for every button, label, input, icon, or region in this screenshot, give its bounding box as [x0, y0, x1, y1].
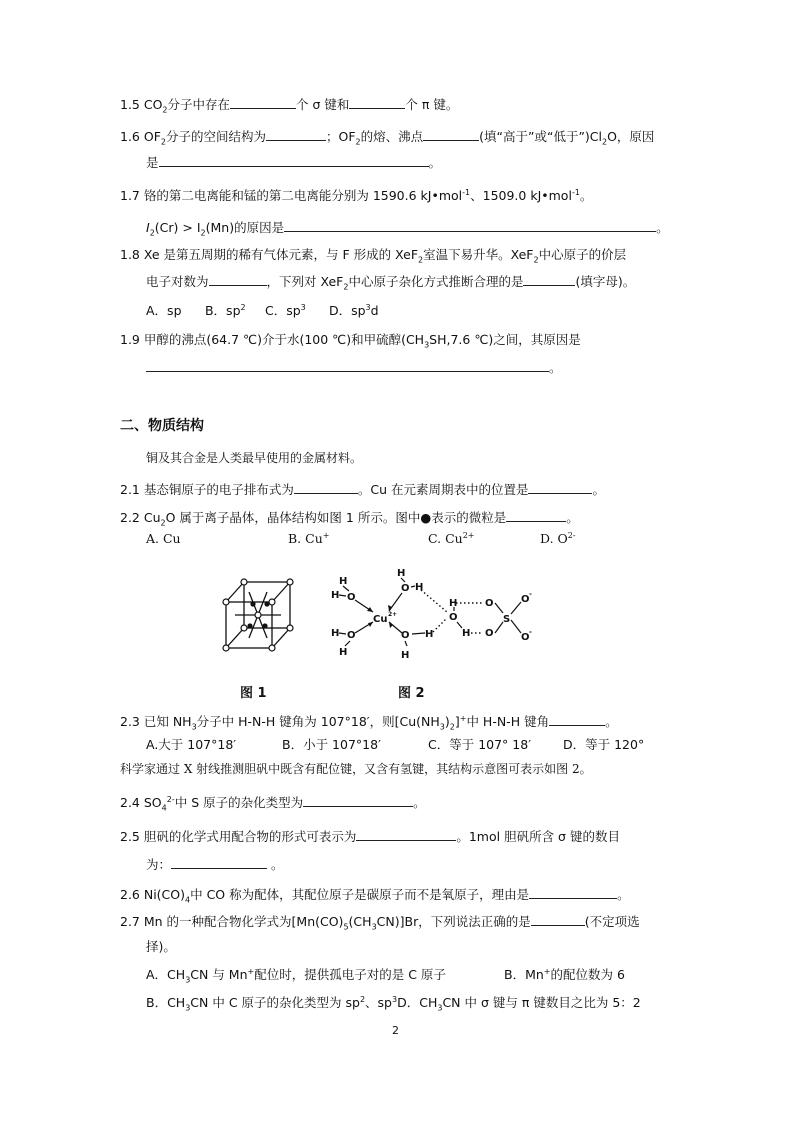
figure-1-caption: 图 1 [240, 686, 267, 701]
answer-blank[interactable] [171, 855, 267, 869]
answer-blank[interactable] [356, 827, 456, 841]
option-a[interactable]: A．sp [146, 303, 182, 318]
question-1-7-line2: $I_2(Cr) > I_2(Mn)$的原因是 。 [146, 220, 669, 238]
question-2-7-options-row1 [146, 966, 625, 984]
answer-blank[interactable] [284, 218, 656, 232]
question-2-7: 2.7 Mn 的一种配合物化学式为$[Mn(CO)_5(CH_3CN)]Br$，下列说法正确的是 (不定项选 [120, 914, 640, 932]
question-2-3: 2.3 已知 $NH_3$分子中 H-N-H 键角为 107°18′，则$[Cu(NH_3)_2]^+$中 H-N-H 键角 。 [120, 713, 618, 732]
answer-blank[interactable] [303, 793, 413, 807]
crystal-structure-figure [220, 574, 300, 654]
question-2-2: 2.2 $Cu_2O$ 属于离子晶体，晶体结构如图 1 所示。图中●表示的微粒是 。 [120, 510, 579, 528]
section-intro: 铜及其合金是人类最早使用的金属材料。 [146, 451, 363, 465]
question-2-1: 2.1 基态铜原子的电子排布式为 。Cu 在元素周期表中的位置是 。 [120, 482, 605, 497]
svg-text:O: O [401, 583, 410, 594]
question-1-6: 1.6 $OF_2$分子的空间结构为 ；$OF_2$的熔、沸点 (填“高于”或“低于$”)Cl_2O$，原因 [120, 129, 655, 147]
answer-blank[interactable] [266, 127, 326, 141]
svg-text:H: H [331, 590, 340, 601]
svg-text:O: O [347, 592, 356, 603]
svg-text:O: O [485, 598, 494, 609]
answer-blank[interactable] [209, 272, 267, 286]
answer-blank[interactable] [230, 95, 296, 109]
svg-text:O: O [401, 630, 410, 641]
question-1-8-options [146, 302, 379, 320]
svg-text:O: O [521, 594, 530, 605]
option-a[interactable]: A．$CH_3CN$ 与 Mn+配位时，提供孤电子对的是 C 原子 [146, 966, 446, 985]
option-b[interactable]: B. Cu+ [288, 530, 330, 546]
svg-text:O: O [485, 628, 494, 639]
svg-text:H: H [462, 628, 471, 639]
option-c[interactable]: C．$sp^3$ [264, 302, 306, 318]
question-2-3-note: 科学家通过 X 射线推测胆矾中既含有配位键，又含有氢键，其结构示意图可表示如图 2。 [120, 762, 592, 776]
svg-text:H: H [415, 582, 424, 593]
option-b[interactable]: B．Mn+的配位数为 6 [504, 966, 625, 982]
answer-blank[interactable] [506, 508, 566, 522]
option-b[interactable]: B．小于 107°18′ [282, 737, 381, 752]
option-a[interactable]: A. Cu [146, 531, 181, 546]
question-2-5-line2: 为： 。 [146, 857, 284, 872]
svg-text:-: - [529, 628, 532, 636]
question-1-5: 1.5 $CO_2$分子中存在 个 σ 键和 个 π 键。 [120, 97, 459, 115]
question-1-9-line2: 。 [146, 358, 562, 377]
answer-blank[interactable] [159, 153, 429, 167]
section-title: 二、物质结构 [120, 418, 204, 434]
question-1-6-line2: 是 。 [146, 155, 442, 170]
option-c[interactable]: C．等于 107° 18′ [428, 737, 532, 752]
svg-text:H: H [331, 628, 340, 639]
option-d[interactable]: D．等于 120° [563, 737, 645, 752]
question-2-3-options [146, 736, 644, 754]
answer-blank[interactable] [523, 272, 575, 286]
answer-blank[interactable] [531, 912, 585, 926]
svg-text:H: H [449, 598, 458, 609]
question-1-7: 1.7 铬的第二电离能和锰的第二电离能分别为 1590.6 kJ•mol$^{-1}$、1509.0 kJ•mol$^{-1}$。 [120, 187, 593, 203]
svg-text:H: H [339, 576, 348, 587]
answer-blank[interactable] [349, 95, 405, 109]
svg-text:H: H [425, 629, 434, 640]
question-1-8-line2: 电子对数为 ，下列对 XeF$_2$中心原子杂化方式推断合理的是 (填字母)。 [146, 274, 636, 292]
svg-text:H: H [339, 647, 348, 658]
question-2-5: 2.5 胆矾的化学式用配合物的形式可表示为 。1mol 胆矾所含 σ 键的数目 [120, 829, 620, 844]
answer-blank[interactable] [146, 358, 549, 372]
answer-blank[interactable] [529, 885, 617, 899]
svg-text:H: H [397, 568, 406, 579]
svg-text:O: O [347, 630, 356, 641]
option-d[interactable]: D. $O^{2-}$ [540, 530, 576, 546]
svg-text:-: - [529, 590, 532, 598]
answer-blank[interactable] [528, 480, 592, 494]
question-2-7-options-row2 [146, 994, 641, 1012]
option-a[interactable]: A.大于 107°18′ [146, 737, 237, 752]
answer-blank[interactable] [423, 127, 479, 141]
svg-text:H: H [401, 650, 410, 661]
option-d[interactable]: D．$CH_3CN$ 中 σ 键与 π 键数目之比为 5：2 [397, 995, 641, 1013]
svg-text:Cu: Cu [373, 614, 388, 625]
option-c[interactable]: C. $Cu^{2+}$ [428, 530, 475, 546]
copper-sulfate-structure-figure [325, 560, 540, 665]
answer-blank[interactable] [294, 480, 358, 494]
svg-text:S: S [503, 614, 511, 625]
question-2-4: 2.4 $SO_4^{2-}$中 S 原子的杂化类型为 。 [120, 794, 426, 813]
option-d[interactable]: D．$sp^3d$ [328, 302, 379, 318]
svg-text:O: O [521, 632, 530, 643]
svg-text:O: O [449, 612, 458, 623]
question-2-2-options [146, 530, 576, 548]
question-2-7-line2: 择)。 [146, 939, 176, 954]
option-c[interactable]: B．$CH_3CN$ 中 C 原子的杂化类型为 $sp^2$、$sp^3$ [146, 994, 398, 1013]
answer-blank[interactable] [549, 712, 605, 726]
question-1-8: 1.8 Xe 是第五周期的稀有气体元素，与 F 形成的 XeF$_2$室温下易升华。XeF$_2$中心原子的价层 [120, 247, 627, 265]
svg-text:2+: 2+ [388, 611, 398, 618]
question-1-9: 1.9 甲醇的沸点(64.7 ℃)介于水(100 ℃)和甲硫醇($CH_3SH,7.6$ ℃)之间，其原因是 [120, 332, 581, 350]
figure-2-caption: 图 2 [398, 686, 425, 701]
page-number: 2 [392, 1024, 399, 1037]
question-2-6: 2.6 $Ni(CO)_4$中 CO 称为配体，其配位原子是碳原子而不是氧原子，理由是 。 [120, 887, 630, 905]
option-b[interactable]: B．$sp^2$ [204, 302, 246, 318]
